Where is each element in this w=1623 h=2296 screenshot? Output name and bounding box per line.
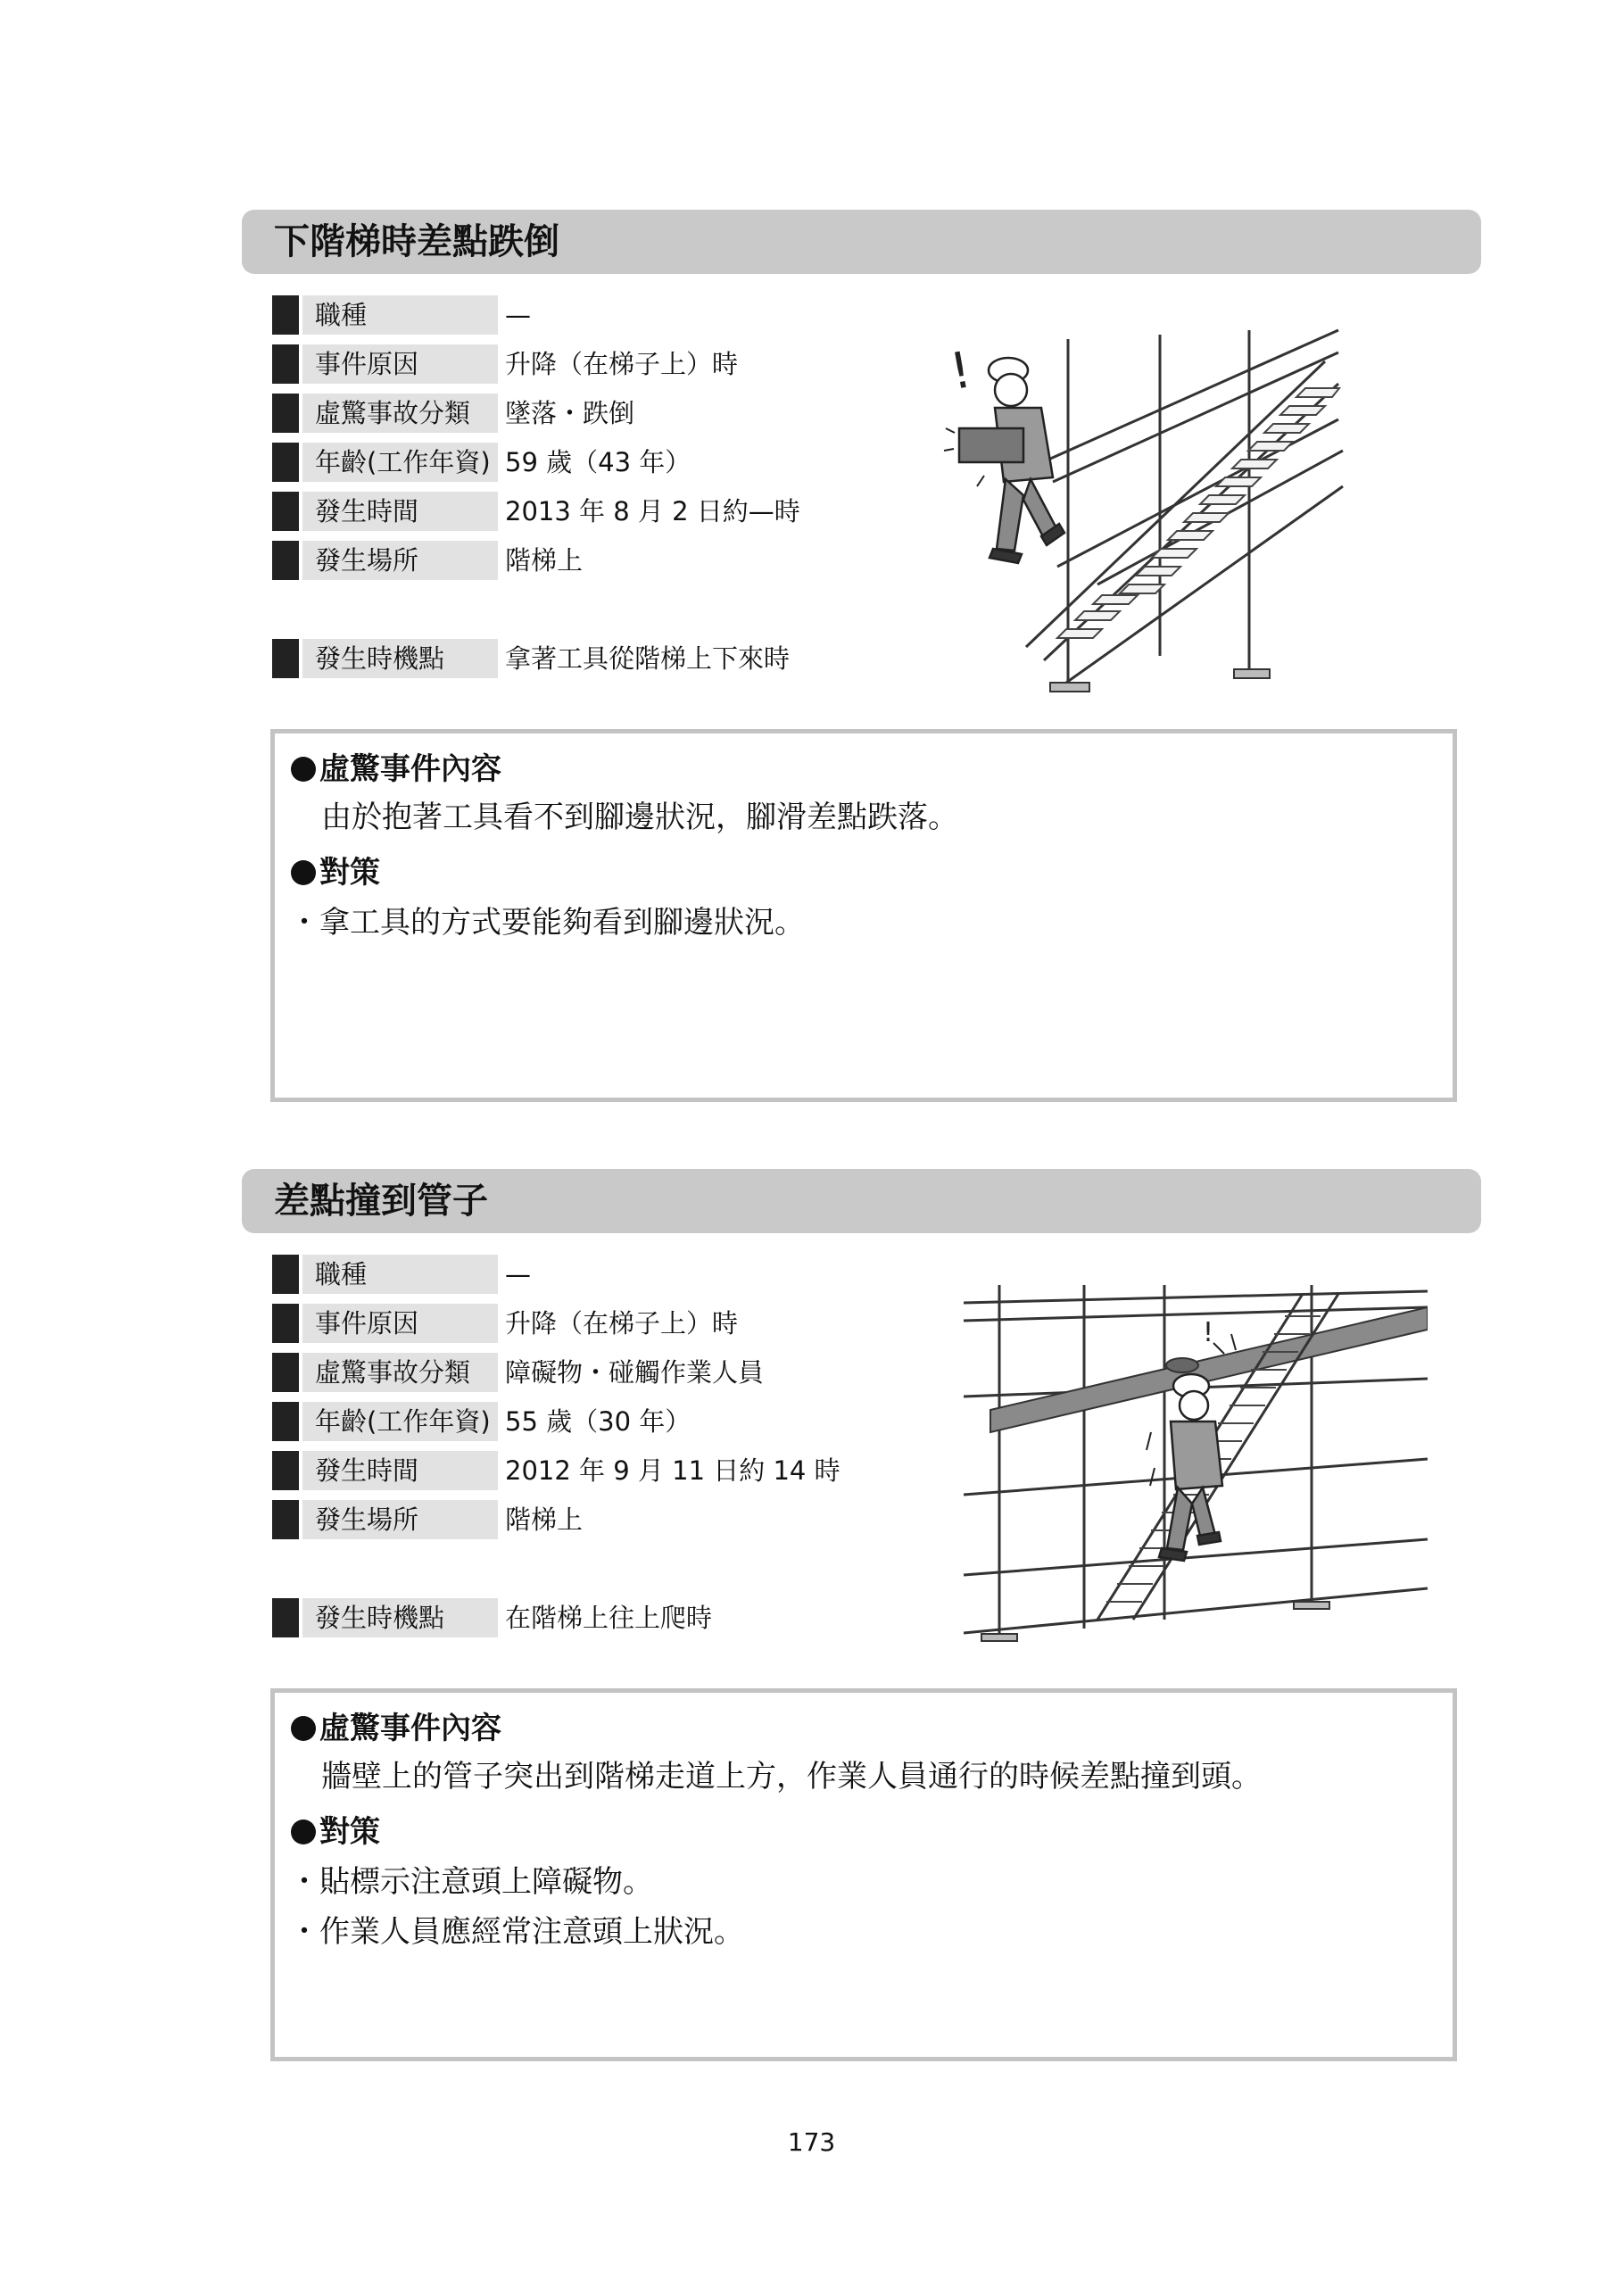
- field-label: 虛驚事故分類: [302, 1353, 498, 1392]
- field-value: 59 歲（43 年）: [505, 447, 691, 477]
- measure-item: ・拿工具的方式要能夠看到腳邊狀況。: [289, 905, 805, 941]
- case-1: [0, 210, 1623, 1138]
- row-marker: [272, 541, 299, 580]
- alert-exclamation: !: [1203, 1317, 1214, 1348]
- bullet-icon: [291, 1819, 316, 1844]
- case-title: 差點撞到管子: [242, 1169, 1481, 1233]
- row-marker: [272, 1402, 299, 1441]
- field-value: 2013 年 8 月 2 日約—時: [505, 496, 800, 526]
- stairs-descent-illustration: [941, 326, 1352, 700]
- row-marker: [272, 1500, 299, 1539]
- bullet-icon: [291, 757, 316, 782]
- scaffold-stairs-illustration: [964, 1281, 1428, 1646]
- field-value: 拿著工具從階梯上下來時: [505, 643, 791, 674]
- case-title: 下階梯時差點跌倒: [242, 210, 1481, 274]
- field-value: 障礙物・碰觸作業人員: [505, 1357, 765, 1388]
- content-box: [270, 729, 1457, 1102]
- field-value: 階梯上: [505, 545, 584, 576]
- content-text: 牆壁上的管子突出到階梯走道上方，作業人員通行的時候差點撞到頭。: [321, 1759, 1262, 1795]
- field-value: —: [505, 300, 531, 330]
- content-heading: [291, 744, 501, 788]
- content-text: 由於抱著工具看不到腳邊狀況，腳滑差點跌落。: [321, 800, 958, 835]
- field-value: 55 歲（30 年）: [505, 1406, 691, 1437]
- measures-heading: [291, 848, 380, 891]
- row-marker: [272, 344, 299, 384]
- measure-item: ・作業人員應經常注意頭上狀況。: [289, 1914, 744, 1950]
- content-box: [270, 1688, 1457, 2061]
- field-value: 在階梯上往上爬時: [505, 1603, 713, 1633]
- field-label: 發生時間: [302, 492, 498, 531]
- content-heading: [291, 1703, 501, 1747]
- field-label: 發生時機點: [302, 1598, 498, 1637]
- field-label: 發生時間: [302, 1451, 498, 1490]
- field-value: 2012 年 9 月 11 日約 14 時: [505, 1455, 840, 1486]
- row-marker: [272, 295, 299, 335]
- measures-heading-text: 對策: [319, 1814, 380, 1850]
- field-value: 階梯上: [505, 1504, 584, 1535]
- content-heading-text: 虛驚事件內容: [319, 1711, 501, 1746]
- field-label: 虛驚事故分類: [302, 394, 498, 433]
- row-marker: [272, 443, 299, 482]
- row-marker: [272, 492, 299, 531]
- measures-heading-text: 對策: [319, 855, 380, 891]
- row-marker: [272, 1353, 299, 1392]
- field-value: 升降（在梯子上）時: [505, 349, 739, 379]
- field-label: 年齡(工作年資): [302, 1402, 498, 1441]
- field-label: 年齡(工作年資): [302, 443, 498, 482]
- field-label: 職種: [302, 1255, 498, 1294]
- case-2: [0, 1169, 1623, 2097]
- row-marker: [272, 639, 299, 678]
- row-marker: [272, 394, 299, 433]
- field-label: 發生場所: [302, 1500, 498, 1539]
- row-marker: [272, 1304, 299, 1343]
- bullet-icon: [291, 860, 316, 885]
- content-heading-text: 虛驚事件內容: [319, 751, 501, 787]
- field-label: 職種: [302, 295, 498, 335]
- field-label: 事件原因: [302, 344, 498, 384]
- row-marker: [272, 1598, 299, 1637]
- field-value: —: [505, 1259, 531, 1289]
- row-marker: [272, 1451, 299, 1490]
- field-value: 墜落・跌倒: [505, 398, 635, 428]
- alert-exclamation: !: [946, 341, 976, 402]
- measures-heading: [291, 1807, 380, 1851]
- field-label: 事件原因: [302, 1304, 498, 1343]
- bullet-icon: [291, 1716, 316, 1741]
- page-number: 173: [787, 2127, 836, 2157]
- row-marker: [272, 1255, 299, 1294]
- field-label: 發生場所: [302, 541, 498, 580]
- field-value: 升降（在梯子上）時: [505, 1308, 739, 1339]
- field-label: 發生時機點: [302, 639, 498, 678]
- measure-item: ・貼標示注意頭上障礙物。: [289, 1864, 653, 1900]
